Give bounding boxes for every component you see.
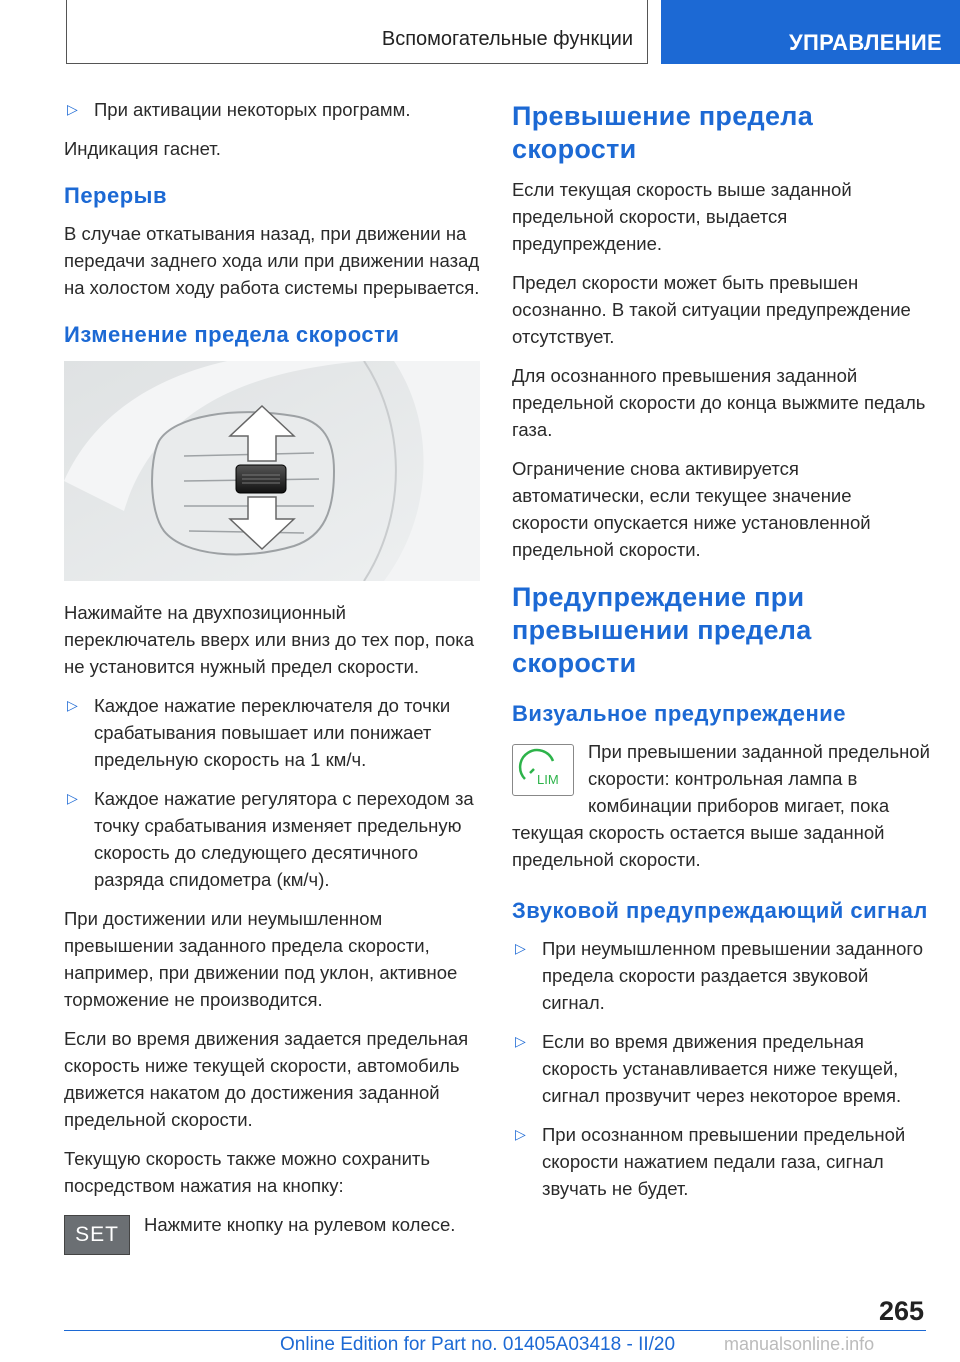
paragraph: Текущую скорость также можно сохранить посредством нажатия на кнопку: — [64, 1148, 431, 1196]
paragraph: При достижении или неумышленном превышении заданного предела скорости, например, при движении под уклон, активное торможение не производится. — [64, 908, 458, 1010]
paragraph: Нажимайте на двухпозиционный переключатель вверх или вниз до тех пор, пока не установится нужный предел скорости. — [64, 602, 475, 677]
set-instruction — [64, 1211, 480, 1261]
heading-exceed: Превышение предела скорости — [512, 101, 814, 164]
triangle-bullet-icon: ▷ — [515, 1126, 526, 1142]
watermark: manualsonline.info — [724, 1334, 875, 1354]
paragraph: Если во время движения задается предельная скорость ниже текущей скорости, автомобиль движется накатом до достижения заданной предельной скорости. — [64, 1028, 469, 1130]
edition-text: Online Edition for Part no. 01405A03418 - II/20 — [280, 1334, 676, 1355]
set-text: Нажмите кнопку на рулевом колесе. — [144, 1214, 456, 1235]
right-column — [512, 96, 930, 1214]
footer-divider — [64, 1330, 926, 1331]
heading-pause: Перерыв — [64, 183, 167, 208]
list-item: ▷ При осознанном превышении предельной скорости нажатием педали газа, сигнал звучать не будет. — [512, 1121, 930, 1202]
triangle-bullet-icon: ▷ — [67, 101, 78, 117]
left-column — [64, 96, 480, 1261]
list-item: ▷ При активации некоторых программ. — [64, 96, 480, 123]
paragraph: В случае откатывания назад, при движении на передачи заднего хода или при движении назад на холостом ходу работа системы прерывается. — [64, 223, 480, 298]
paragraph: Ограничение снова активируется автоматически, если текущее значение скорости опускается ниже установленной предельной скорости. — [512, 458, 871, 560]
set-button-icon: SET — [64, 1215, 130, 1255]
chapter-tab — [661, 0, 960, 64]
section-tab — [66, 0, 648, 64]
paragraph: Если текущая скорость выше заданной предельной скорости, выдается предупреждение. — [512, 179, 852, 254]
paragraph: Для осознанного превышения заданной предельной скорости до конца выжмите педаль газа. — [512, 365, 926, 440]
heading-sound-warning: Звуковой предупреждающий сигнал — [512, 898, 928, 923]
list-item: ▷ Каждое нажатие регулятора с переходом за точку срабатывания изменяет предельную скорость до следующего десятичного разряда спидометра (км/ч). — [64, 785, 480, 893]
triangle-bullet-icon: ▷ — [67, 697, 78, 713]
heading-warning: Предупреждение при превышении предела скорости — [512, 582, 812, 678]
paragraph: Предел скорости может быть превышен осознанно. В такой ситуации предупреждение отсутствует. — [512, 272, 911, 347]
page-header — [0, 0, 960, 64]
chapter-title: УПРАВЛЕНИЕ — [789, 30, 942, 55]
section-title: Вспомогательные функции — [381, 28, 633, 50]
triangle-bullet-icon: ▷ — [67, 790, 78, 806]
list-item: ▷ Каждое нажатие переключателя до точки срабатывания повышает или понижает предельную скорость на 1 км/ч. — [64, 692, 480, 773]
paragraph: Индикация гаснет. — [64, 138, 221, 159]
triangle-bullet-icon: ▷ — [515, 940, 526, 956]
heading-change-limit: Изменение предела скорости — [64, 322, 400, 347]
list-item: ▷ При неумышленном превышении заданного предела скорости раздается звуковой сигнал. — [512, 935, 930, 1016]
lim-indicator-icon — [512, 744, 576, 800]
page-number: 265 — [878, 1296, 924, 1326]
lim-label: LIM — [537, 772, 559, 787]
paragraph: При превышении заданной предельной скорости: контрольная лампа в комбинации приборов мигает, пока текущая скорость остается выше заданной предельной скорости. — [512, 741, 930, 870]
steering-wheel-illustration — [64, 361, 480, 581]
triangle-bullet-icon: ▷ — [515, 1033, 526, 1049]
list-item: ▷ Если во время движения предельная скорость устанавливается ниже текущей, сигнал прозвучит через некоторое время. — [512, 1028, 930, 1109]
heading-visual-warning: Визуальное предупреждение — [512, 701, 847, 726]
